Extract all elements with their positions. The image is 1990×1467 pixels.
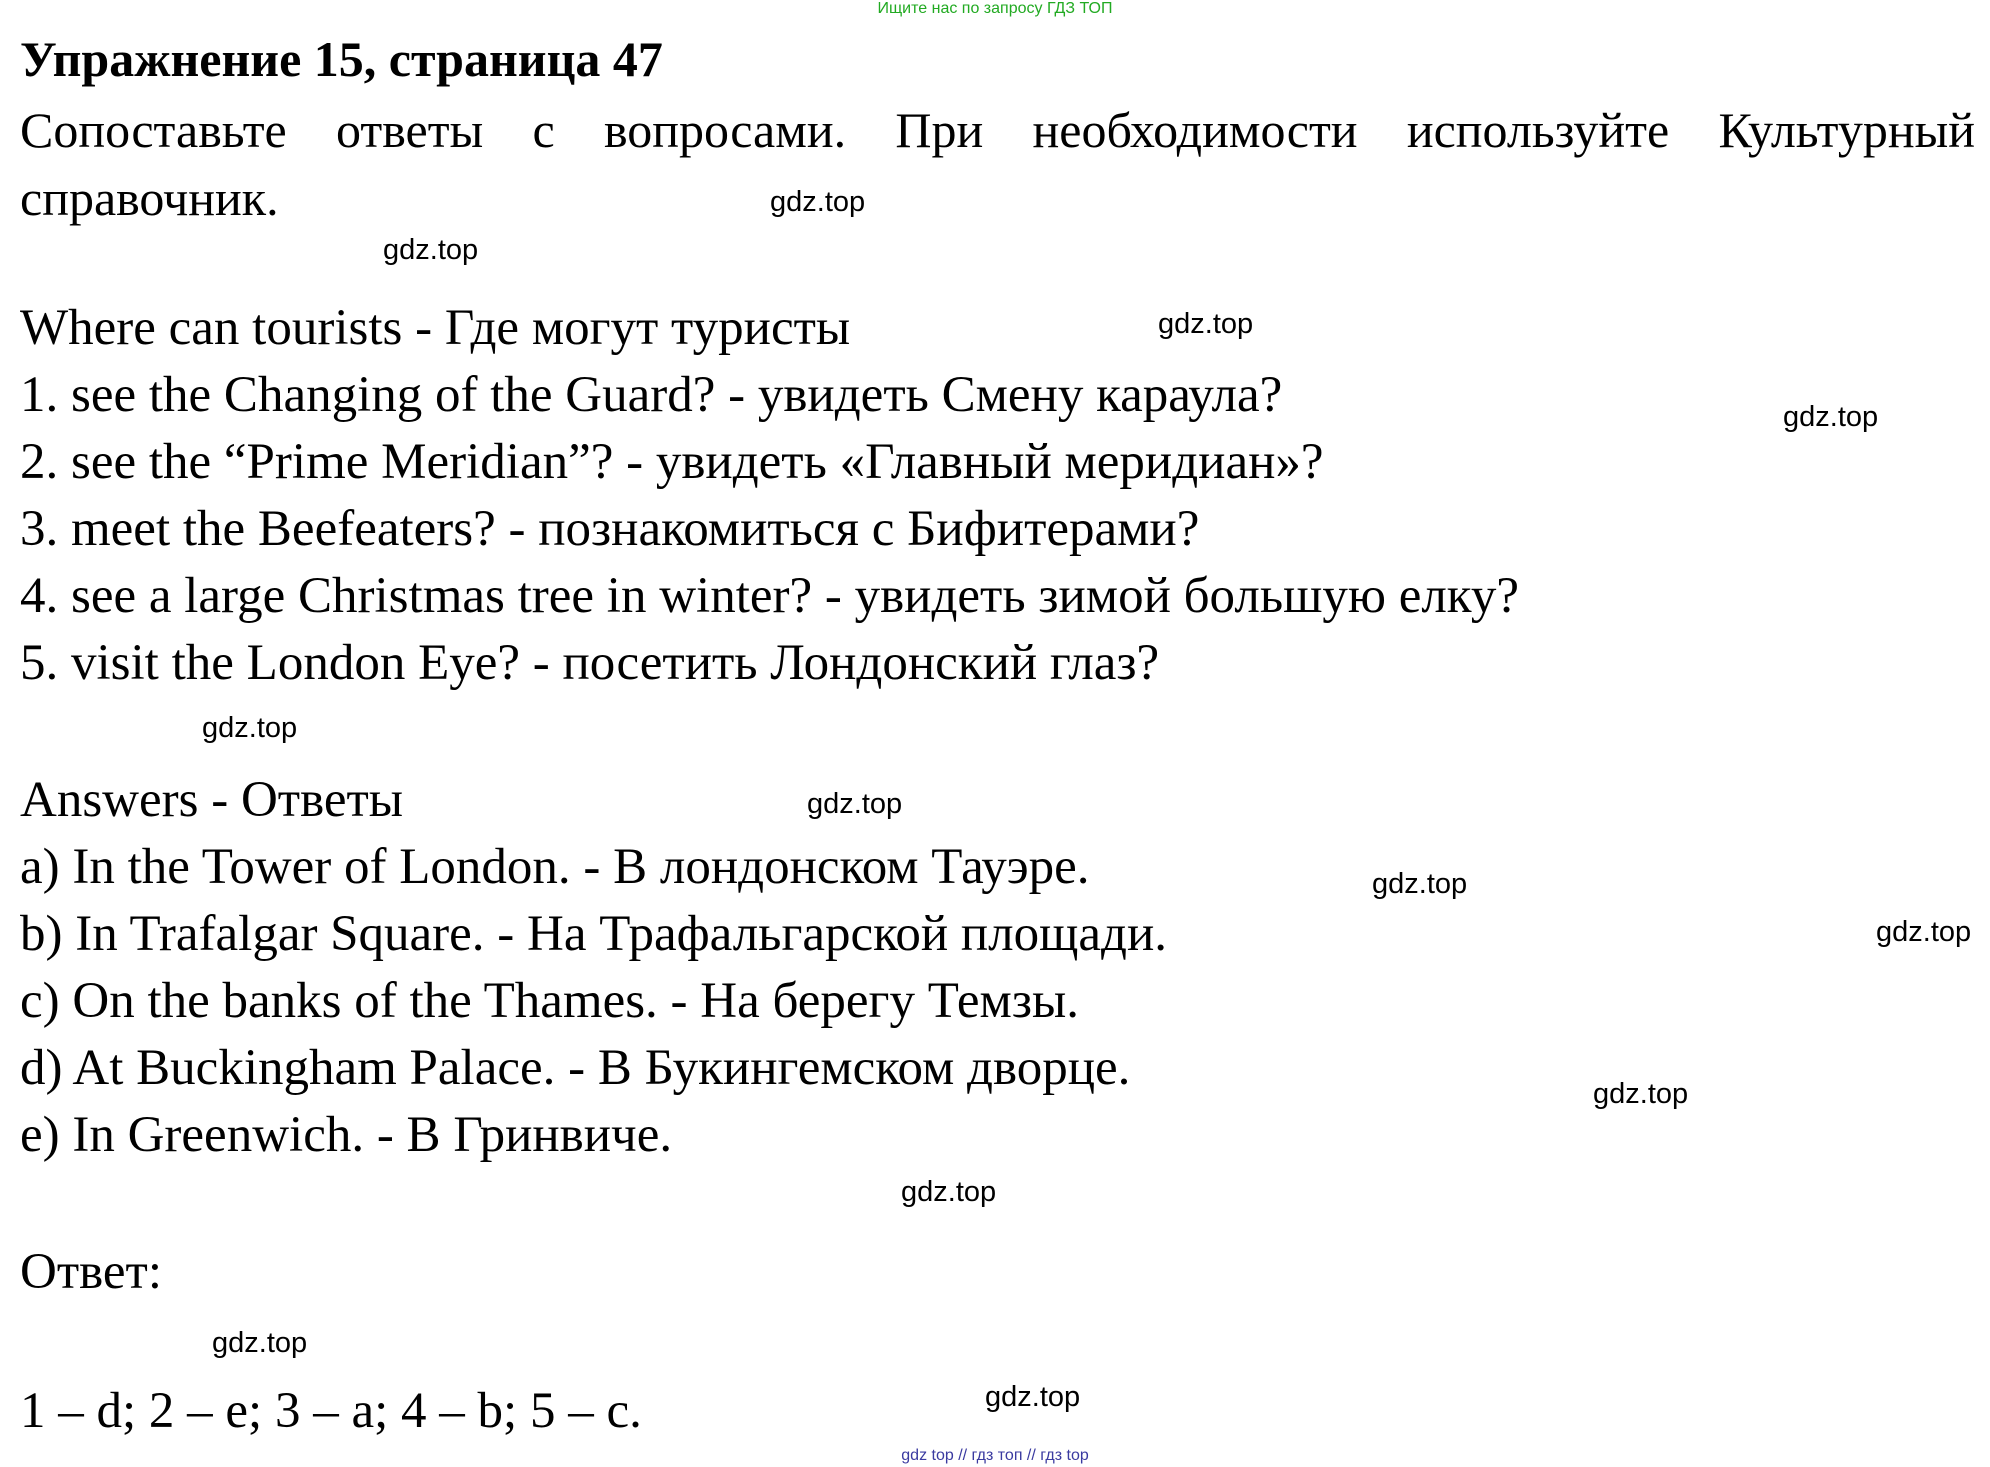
watermark: gdz.top (1158, 308, 1254, 340)
watermark: gdz.top (901, 1176, 997, 1208)
answer-item: b) In Trafalgar Square. - На Трафальгарской площади. (20, 906, 1168, 962)
answer-item: a) In the Tower of London. - В лондонском Тауэре. (20, 839, 1090, 895)
question-item: 3. meet the Beefeaters? - познакомиться с Бифитерами? (20, 501, 1200, 557)
solution-value: 1 – d; 2 – e; 3 – a; 4 – b; 5 – c. (20, 1383, 642, 1439)
header-banner: Ищите нас по запросу ГДЗ ТОП (877, 0, 1113, 17)
answer-item: e) In Greenwich. - В Гринвиче. (20, 1107, 673, 1163)
watermark: gdz.top (1876, 916, 1972, 948)
questions-heading: Where can tourists - Где могут туристы (20, 300, 851, 356)
answers-heading: Answers - Ответы (20, 772, 404, 828)
watermark: gdz.top (383, 234, 479, 266)
watermark: gdz.top (202, 712, 298, 744)
watermark: gdz.top (770, 186, 866, 218)
footer-banner: gdz top // гдз топ // гдз top (901, 1447, 1089, 1464)
watermark: gdz.top (807, 788, 903, 820)
instruction-text: Сопоставьте ответы с вопросами. При необходимости используйте Культурный справочник. (20, 102, 1975, 226)
watermark: gdz.top (1372, 868, 1468, 900)
answer-item: d) At Buckingham Palace. - В Букингемском дворце. (20, 1040, 1131, 1096)
page-title: Упражнение 15, страница 47 (20, 31, 663, 87)
question-item: 2. see the “Prime Meridian”? - увидеть «Главный меридиан»? (20, 434, 1324, 490)
question-item: 4. see a large Christmas tree in winter? - увидеть зимой большую елку? (20, 568, 1519, 624)
watermark: gdz.top (985, 1381, 1081, 1413)
solution-label: Ответ: (20, 1244, 162, 1300)
answer-item: c) On the banks of the Thames. - На берегу Темзы. (20, 973, 1079, 1029)
watermark: gdz.top (1783, 401, 1879, 433)
question-item: 1. see the Changing of the Guard? - увидеть Смену караула? (20, 367, 1283, 423)
watermark: gdz.top (212, 1327, 308, 1359)
question-item: 5. visit the London Eye? - посетить Лондонский глаз? (20, 635, 1160, 691)
watermark: gdz.top (1593, 1078, 1689, 1110)
